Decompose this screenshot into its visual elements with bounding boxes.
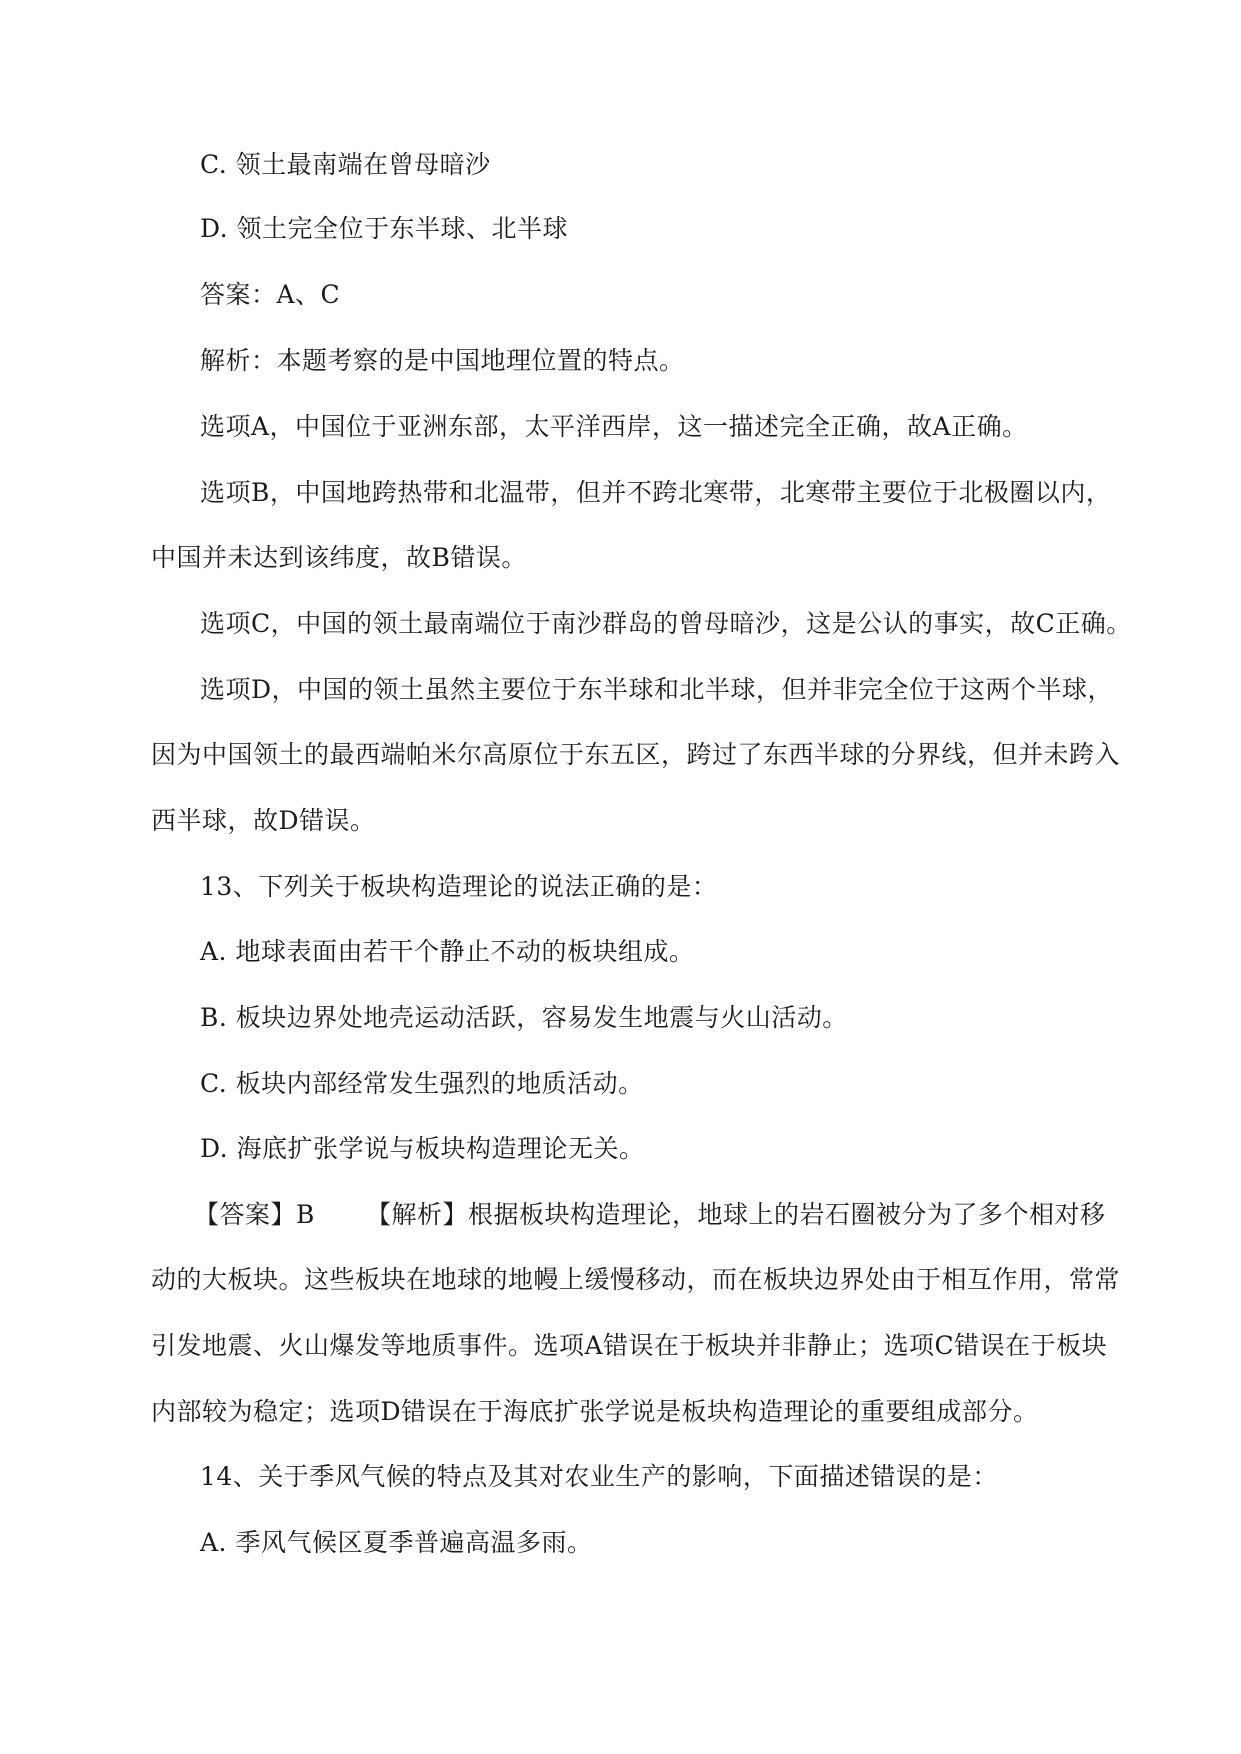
analysis-option-d-line1-q12: 选项D，中国的领土虽然主要位于东半球和北半球，但并非完全位于这两个半球，	[200, 675, 1114, 704]
analysis-line2-q13: 动的大板块。这些板块在地球的地幔上缓慢移动，而在板块边界处由于相互作用，常常	[151, 1265, 1121, 1294]
option-b-q13: B. 板块边界处地壳运动活跃，容易发生地震与火山活动。	[200, 1003, 848, 1032]
option-a-q14: A. 季风气候区夏季普遍高温多雨。	[200, 1528, 593, 1557]
analysis-option-c-q12: 选项C，中国的领土最南端位于南沙群岛的曾母暗沙，这是公认的事实，故C正确。	[200, 609, 1132, 638]
answer-label-q13: 【答案】B	[194, 1200, 315, 1229]
analysis-line4-q13: 内部较为稳定；选项D错误在于海底扩张学说是板块构造理论的重要组成部分。	[151, 1397, 1039, 1426]
analysis-intro-q12: 解析：本题考察的是中国地理位置的特点。	[200, 346, 685, 375]
question-14-stem: 14、关于季风气候的特点及其对农业生产的影响，下面描述错误的是：	[200, 1462, 998, 1491]
option-c-q13: C. 板块内部经常发生强烈的地质活动。	[200, 1069, 644, 1098]
analysis-option-d-line3-q12: 西半球，故D错误。	[151, 806, 376, 835]
analysis-option-d-line2-q12: 因为中国领土的最西端帕米尔高原位于东五区，跨过了东西半球的分界线，但并未跨入	[151, 740, 1121, 769]
option-d-q13: D. 海底扩张学说与板块构造理论无关。	[200, 1134, 645, 1163]
option-a-q13: A. 地球表面由若干个静止不动的板块组成。	[200, 937, 695, 966]
analysis-option-a-q12: 选项A，中国位于亚洲东部，太平洋西岸，这一描述完全正确，故A正确。	[200, 412, 1028, 441]
analysis-line3-q13: 引发地震、火山爆发等地质事件。选项A错误在于板块并非静止；选项C错误在于板块	[151, 1331, 1108, 1360]
option-c-q12: C. 领土最南端在曾母暗沙	[200, 150, 491, 179]
answer-q12: 答案：A、C	[200, 280, 341, 309]
analysis-option-b-line2-q12: 中国并未达到该纬度，故B错误。	[151, 543, 527, 572]
option-d-q12: D. 领土完全位于东半球、北半球	[200, 214, 569, 243]
question-13-stem: 13、下列关于板块构造理论的说法正确的是：	[200, 872, 718, 901]
analysis-option-b-line1-q12: 选项B，中国地跨热带和北温带，但并不跨北寒带，北寒带主要位于北极圈以内，	[200, 478, 1112, 507]
analysis-line1-q13: 【解析】根据板块构造理论，地球上的岩石圈被分为了多个相对移	[366, 1200, 1106, 1229]
